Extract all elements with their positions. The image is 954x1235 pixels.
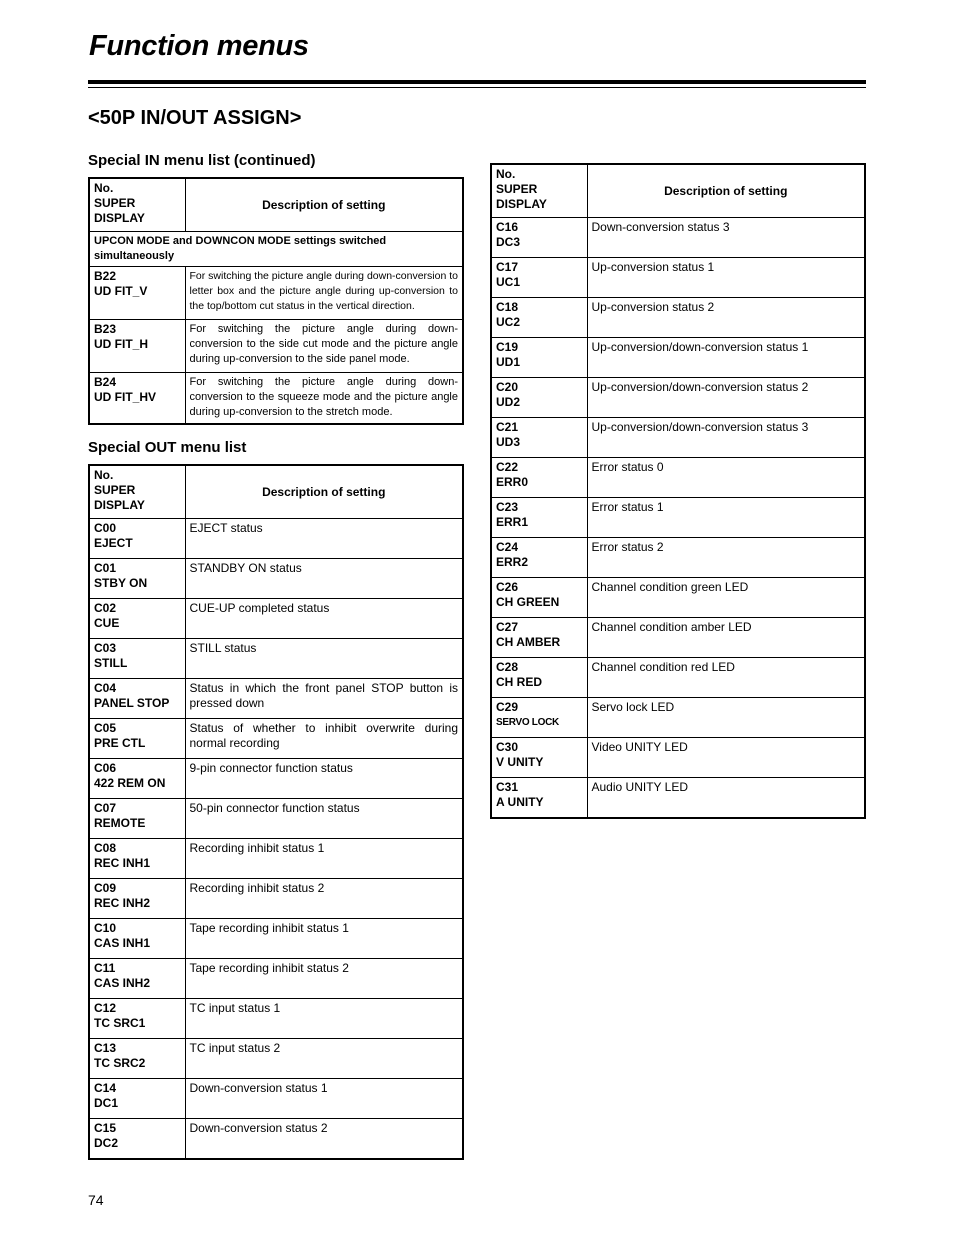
table-row <box>89 919 463 959</box>
menu-description: 9-pin connector function status <box>185 759 463 799</box>
menu-description: 50-pin connector function status <box>185 799 463 839</box>
super-display: UC2 <box>496 315 521 329</box>
menu-description: Channel condition red LED <box>587 658 865 698</box>
menu-number-cell <box>491 538 587 578</box>
table-row <box>491 418 865 458</box>
header-description-label: Description of setting <box>587 164 865 218</box>
menu-number: C27 <box>496 620 519 634</box>
table-row <box>89 839 463 879</box>
menu-number-cell <box>89 679 185 719</box>
menu-description: Tape recording inhibit status 1 <box>185 919 463 959</box>
table-row <box>89 1119 463 1159</box>
menu-number: C00 <box>94 521 117 535</box>
super-display: UD FIT_V <box>94 284 148 298</box>
header-no-label: No. <box>94 468 114 482</box>
menu-number: C02 <box>94 601 117 615</box>
super-display: CH GREEN <box>496 595 560 609</box>
menu-description: Status in which the front panel STOP button is pressed down <box>185 679 463 719</box>
super-display: TC SRC1 <box>94 1016 146 1030</box>
menu-number-cell <box>491 698 587 738</box>
table-row <box>89 679 463 719</box>
menu-description: Audio UNITY LED <box>587 778 865 818</box>
menu-description: Error status 2 <box>587 538 865 578</box>
special-out-table-left <box>88 464 464 1160</box>
table-row <box>89 959 463 999</box>
menu-number-cell <box>89 879 185 919</box>
menu-number: C10 <box>94 921 117 935</box>
menu-description: Recording inhibit status 2 <box>185 879 463 919</box>
menu-number-cell <box>89 1079 185 1119</box>
menu-number-cell <box>89 919 185 959</box>
menu-number-cell <box>89 719 185 759</box>
menu-number-cell <box>89 1119 185 1159</box>
table-row <box>491 738 865 778</box>
header-no-cell <box>89 178 185 232</box>
menu-number: C26 <box>496 580 519 594</box>
menu-number: C11 <box>94 961 116 975</box>
menu-number-cell <box>89 999 185 1039</box>
table-row <box>89 799 463 839</box>
header-description-label: Description of setting <box>185 178 463 232</box>
page-title: Function menus <box>89 30 309 62</box>
table-row <box>89 373 463 424</box>
table-row <box>89 999 463 1039</box>
menu-description: TC input status 2 <box>185 1039 463 1079</box>
menu-number: C15 <box>94 1121 117 1135</box>
super-display: REC INH1 <box>94 856 151 870</box>
super-display: V UNITY <box>496 755 544 769</box>
menu-description: TC input status 1 <box>185 999 463 1039</box>
super-display: TC SRC2 <box>94 1056 146 1070</box>
menu-description: EJECT status <box>185 519 463 559</box>
group-row <box>89 232 463 267</box>
menu-number: C06 <box>94 761 117 775</box>
menu-description: Tape recording inhibit status 2 <box>185 959 463 999</box>
menu-number-cell <box>491 378 587 418</box>
table-row <box>491 258 865 298</box>
menu-number-cell <box>89 599 185 639</box>
super-display: REMOTE <box>94 816 146 830</box>
table-row <box>491 698 865 738</box>
super-display: UD3 <box>496 435 521 449</box>
menu-number: C31 <box>496 780 519 794</box>
menu-number: B22 <box>94 269 117 283</box>
super-display: DC3 <box>496 235 521 249</box>
header-no-label: No. <box>94 181 114 195</box>
special-in-heading: Special IN menu list (continued) <box>88 152 316 169</box>
menu-number-cell <box>89 799 185 839</box>
table-row <box>89 599 463 639</box>
header-description-label: Description of setting <box>185 465 463 519</box>
table-row <box>89 759 463 799</box>
menu-description: Error status 1 <box>587 498 865 538</box>
menu-number: C04 <box>94 681 117 695</box>
title-rule-thin <box>88 87 866 88</box>
header-display-label: DISPLAY <box>496 197 547 211</box>
super-display: UC1 <box>496 275 521 289</box>
menu-number-cell <box>89 519 185 559</box>
special-in-table <box>88 177 464 425</box>
menu-number-cell <box>89 639 185 679</box>
menu-number-cell <box>491 618 587 658</box>
menu-number-cell <box>491 298 587 338</box>
menu-number-cell <box>491 458 587 498</box>
menu-number-cell <box>491 778 587 818</box>
menu-number-cell <box>491 738 587 778</box>
menu-number-cell <box>89 839 185 879</box>
super-display: CH AMBER <box>496 635 561 649</box>
table-row <box>491 218 865 258</box>
menu-description: For switching the picture angle during down-conversion to letter box and the picture angle during up-conversion to the top/bottom cut status in the vertical direction. <box>185 267 463 320</box>
super-display: CUE <box>94 616 120 630</box>
special-out-table-right <box>490 163 866 819</box>
title-rule-thick <box>88 80 866 84</box>
table-row <box>89 639 463 679</box>
menu-number-cell <box>491 578 587 618</box>
super-display: EJECT <box>94 536 133 550</box>
header-super-label: SUPER <box>496 182 538 196</box>
menu-description: Servo lock LED <box>587 698 865 738</box>
menu-number: C01 <box>94 561 117 575</box>
menu-description: Channel condition green LED <box>587 578 865 618</box>
table-row <box>491 498 865 538</box>
table-row <box>491 458 865 498</box>
header-display-label: DISPLAY <box>94 498 145 512</box>
table-row <box>491 298 865 338</box>
super-display: SERVO LOCK <box>496 717 559 728</box>
super-display: ERR1 <box>496 515 529 529</box>
table-row <box>89 719 463 759</box>
table-row <box>89 879 463 919</box>
menu-description: Up-conversion/down-conversion status 1 <box>587 338 865 378</box>
super-display: ERR0 <box>496 475 529 489</box>
menu-number: C29 <box>496 700 519 714</box>
table-row <box>89 1039 463 1079</box>
menu-number: C23 <box>496 500 519 514</box>
menu-description: For switching the picture angle during down-conversion to the squeeze mode and the picture angle during up-conversion to the stretch mode. <box>185 373 463 424</box>
menu-description: STILL status <box>185 639 463 679</box>
menu-description: Video UNITY LED <box>587 738 865 778</box>
menu-description: Up-conversion/down-conversion status 2 <box>587 378 865 418</box>
menu-number: C07 <box>94 801 117 815</box>
menu-number: C08 <box>94 841 117 855</box>
group-row-label: UPCON MODE and DOWNCON MODE settings switched simultaneously <box>89 232 463 267</box>
table-row <box>491 378 865 418</box>
menu-number: B23 <box>94 322 117 336</box>
menu-number-cell <box>491 498 587 538</box>
menu-number: C19 <box>496 340 519 354</box>
special-out-heading: Special OUT menu list <box>88 439 247 456</box>
menu-number-cell <box>491 218 587 258</box>
super-display: UD2 <box>496 395 521 409</box>
menu-description: Up-conversion status 1 <box>587 258 865 298</box>
super-display: 422 REM ON <box>94 776 166 790</box>
table-row <box>491 538 865 578</box>
menu-description: Up-conversion status 2 <box>587 298 865 338</box>
header-display-label: DISPLAY <box>94 211 145 225</box>
menu-number: C18 <box>496 300 519 314</box>
menu-number: C13 <box>94 1041 117 1055</box>
table-row <box>491 338 865 378</box>
section-title: <50P IN/OUT ASSIGN> <box>88 107 302 129</box>
menu-description: Down-conversion status 2 <box>185 1119 463 1159</box>
menu-description: Status of whether to inhibit overwrite during normal recording <box>185 719 463 759</box>
menu-number-cell <box>491 258 587 298</box>
menu-description: STANDBY ON status <box>185 559 463 599</box>
page-number: 74 <box>88 1192 104 1208</box>
table-row <box>89 519 463 559</box>
menu-number-cell <box>491 418 587 458</box>
menu-number-cell <box>89 373 185 424</box>
super-display: UD FIT_H <box>94 337 148 351</box>
super-display: PANEL STOP <box>94 696 170 710</box>
super-display: DC2 <box>94 1136 119 1150</box>
menu-number: C20 <box>496 380 519 394</box>
menu-number-cell <box>89 559 185 599</box>
header-no-label: No. <box>496 167 516 181</box>
table-header-row <box>491 164 865 218</box>
menu-number: C12 <box>94 1001 117 1015</box>
super-display: CH RED <box>496 675 543 689</box>
menu-number: C05 <box>94 721 117 735</box>
menu-number-cell <box>89 267 185 320</box>
super-display: REC INH2 <box>94 896 151 910</box>
menu-description: CUE-UP completed status <box>185 599 463 639</box>
menu-number: C24 <box>496 540 519 554</box>
menu-description: Down-conversion status 1 <box>185 1079 463 1119</box>
menu-number-cell <box>89 1039 185 1079</box>
table-row <box>491 658 865 698</box>
menu-number: C09 <box>94 881 117 895</box>
super-display: PRE CTL <box>94 736 146 750</box>
menu-description: Channel condition amber LED <box>587 618 865 658</box>
super-display: STBY ON <box>94 576 148 590</box>
menu-description: Error status 0 <box>587 458 865 498</box>
super-display: DC1 <box>94 1096 119 1110</box>
table-row <box>89 1079 463 1119</box>
menu-number: C16 <box>496 220 519 234</box>
table-row <box>491 618 865 658</box>
table-header-row <box>89 178 463 232</box>
menu-number: C14 <box>94 1081 117 1095</box>
menu-description: Down-conversion status 3 <box>587 218 865 258</box>
menu-number-cell <box>491 658 587 698</box>
menu-number-cell <box>89 959 185 999</box>
super-display: A UNITY <box>496 795 544 809</box>
menu-number: C03 <box>94 641 117 655</box>
menu-number: C28 <box>496 660 519 674</box>
header-no-cell <box>89 465 185 519</box>
super-display: UD FIT_HV <box>94 390 157 404</box>
menu-description: Up-conversion/down-conversion status 3 <box>587 418 865 458</box>
header-super-label: SUPER <box>94 483 136 497</box>
table-row <box>491 578 865 618</box>
menu-number: C17 <box>496 260 519 274</box>
super-display: ERR2 <box>496 555 529 569</box>
menu-number: C21 <box>496 420 519 434</box>
menu-number: C22 <box>496 460 519 474</box>
menu-number-cell <box>491 338 587 378</box>
menu-description: Recording inhibit status 1 <box>185 839 463 879</box>
menu-number: C30 <box>496 740 519 754</box>
table-row <box>89 267 463 320</box>
menu-number: B24 <box>94 375 117 389</box>
header-super-label: SUPER <box>94 196 136 210</box>
super-display: CAS INH2 <box>94 976 151 990</box>
header-no-cell <box>491 164 587 218</box>
table-header-row <box>89 465 463 519</box>
table-row <box>89 559 463 599</box>
super-display: CAS INH1 <box>94 936 151 950</box>
super-display: STILL <box>94 656 128 670</box>
menu-number-cell <box>89 320 185 373</box>
menu-description: For switching the picture angle during down-conversion to the side cut mode and the picture angle during up-conversion to the side panel mode. <box>185 320 463 373</box>
menu-number-cell <box>89 759 185 799</box>
table-row <box>89 320 463 373</box>
super-display: UD1 <box>496 355 521 369</box>
table-row <box>491 778 865 818</box>
